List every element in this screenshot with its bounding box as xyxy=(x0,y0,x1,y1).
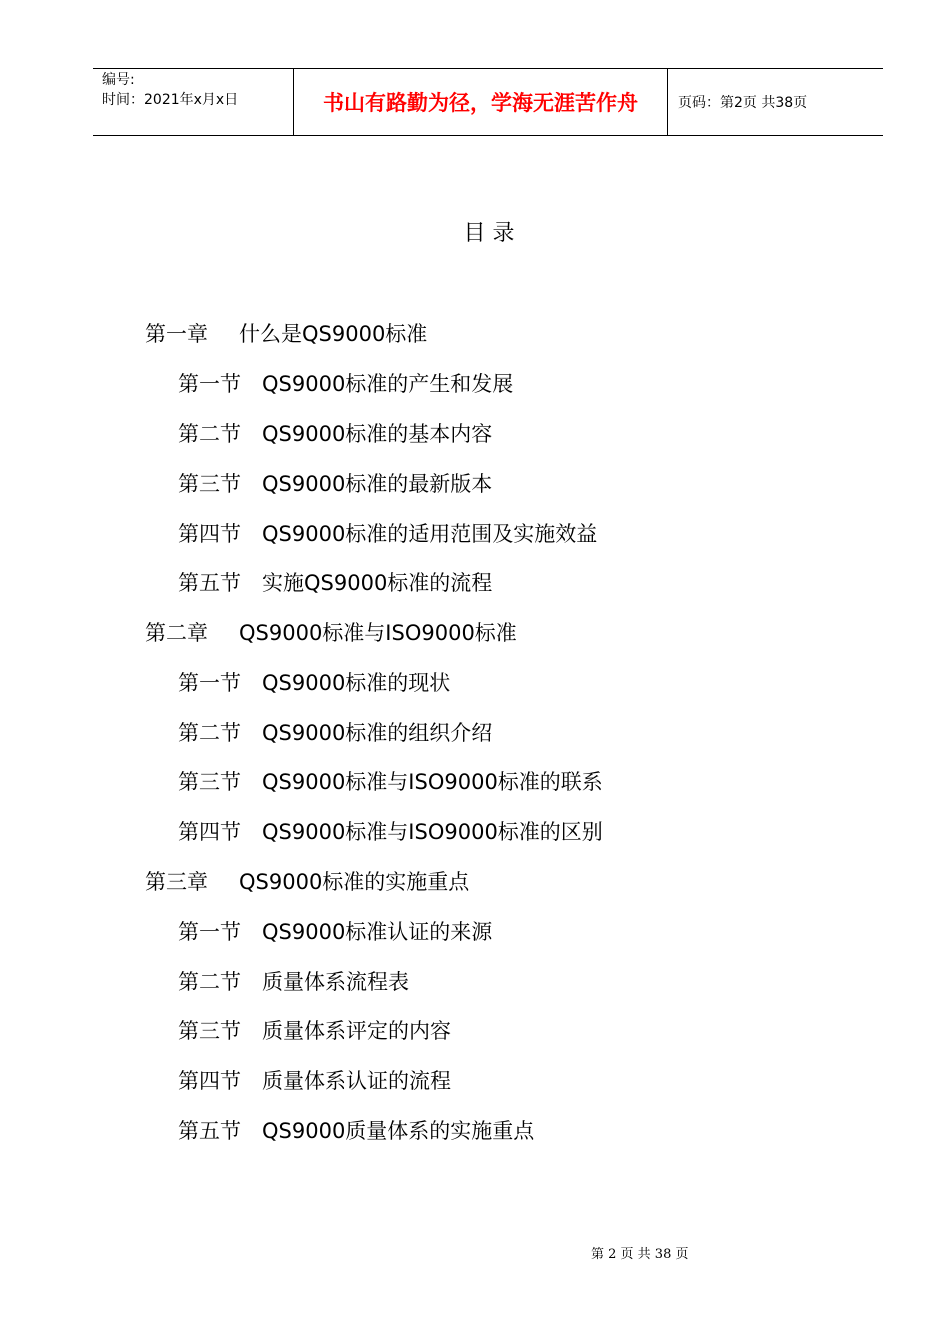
toc-chapter[interactable] xyxy=(145,320,427,348)
toc-section[interactable] xyxy=(178,1017,451,1045)
toc-section[interactable] xyxy=(178,1117,534,1145)
toc-text: 质量体系认证的流程 xyxy=(262,1069,451,1093)
toc-title: 目 录 xyxy=(463,221,515,246)
toc-number: 第一章 xyxy=(145,322,208,346)
toc-section[interactable] xyxy=(178,370,513,398)
toc-text: 什么是QS9000标准 xyxy=(239,322,428,346)
time-label: 时间：2021年x月x日 xyxy=(102,92,239,108)
toc-section[interactable] xyxy=(178,1067,451,1095)
toc-section[interactable] xyxy=(178,569,492,597)
toc-text: QS9000标准与ISO9000标准 xyxy=(239,621,517,645)
toc-number: 第一节 xyxy=(178,920,241,944)
slogan-text: 书山有路勤为径，学海无涯苦作舟 xyxy=(323,91,638,115)
toc-chapter[interactable] xyxy=(145,619,517,647)
header-slogan-cell xyxy=(294,69,668,135)
toc-section[interactable] xyxy=(178,520,597,548)
toc-section[interactable] xyxy=(178,470,492,498)
toc-number: 第一节 xyxy=(178,671,241,695)
page-header xyxy=(93,68,883,136)
page-footer: 第 2 页 共 38 页 xyxy=(591,1247,689,1262)
serial-label: 编号: xyxy=(102,72,135,88)
toc-text: QS9000标准认证的来源 xyxy=(262,920,493,944)
header-meta-cell xyxy=(93,69,294,135)
toc-chapter[interactable] xyxy=(145,868,469,896)
toc-text: QS9000标准的现状 xyxy=(262,671,451,695)
toc-section[interactable] xyxy=(178,669,450,697)
page-code: 页码：第2页 共38页 xyxy=(678,95,808,111)
toc-section[interactable] xyxy=(178,918,492,946)
toc-text: QS9000标准的适用范围及实施效益 xyxy=(262,522,598,546)
toc-number: 第三节 xyxy=(178,1019,241,1043)
toc-number: 第一节 xyxy=(178,372,241,396)
toc-text: 质量体系评定的内容 xyxy=(262,1019,451,1043)
toc-text: 质量体系流程表 xyxy=(262,970,409,994)
toc-number: 第五节 xyxy=(178,1119,241,1143)
toc-text: QS9000标准与ISO9000标准的联系 xyxy=(262,770,603,794)
toc-number: 第三节 xyxy=(178,770,241,794)
toc-number: 第四节 xyxy=(178,1069,241,1093)
toc-number: 第四节 xyxy=(178,820,241,844)
toc-number: 第五节 xyxy=(178,571,241,595)
toc-number: 第二节 xyxy=(178,721,241,745)
toc-section[interactable] xyxy=(178,968,409,996)
toc-text: 实施QS9000标准的流程 xyxy=(262,571,493,595)
toc-number: 第三章 xyxy=(145,870,208,894)
toc-text: QS9000标准的实施重点 xyxy=(239,870,470,894)
toc-number: 第二章 xyxy=(145,621,208,645)
toc-text: QS9000标准的产生和发展 xyxy=(262,372,514,396)
toc-number: 第三节 xyxy=(178,472,241,496)
toc-text: QS9000标准与ISO9000标准的区别 xyxy=(262,820,603,844)
toc-section[interactable] xyxy=(178,768,603,796)
toc-text: QS9000质量体系的实施重点 xyxy=(262,1119,535,1143)
toc-text: QS9000标准的基本内容 xyxy=(262,422,493,446)
toc-number: 第二节 xyxy=(178,422,241,446)
toc-number: 第四节 xyxy=(178,522,241,546)
header-page-cell xyxy=(668,69,883,135)
toc-section[interactable] xyxy=(178,818,603,846)
toc-section[interactable] xyxy=(178,719,492,747)
toc-number: 第二节 xyxy=(178,970,241,994)
toc-section[interactable] xyxy=(178,420,492,448)
toc-text: QS9000标准的最新版本 xyxy=(262,472,493,496)
toc-text: QS9000标准的组织介绍 xyxy=(262,721,493,745)
